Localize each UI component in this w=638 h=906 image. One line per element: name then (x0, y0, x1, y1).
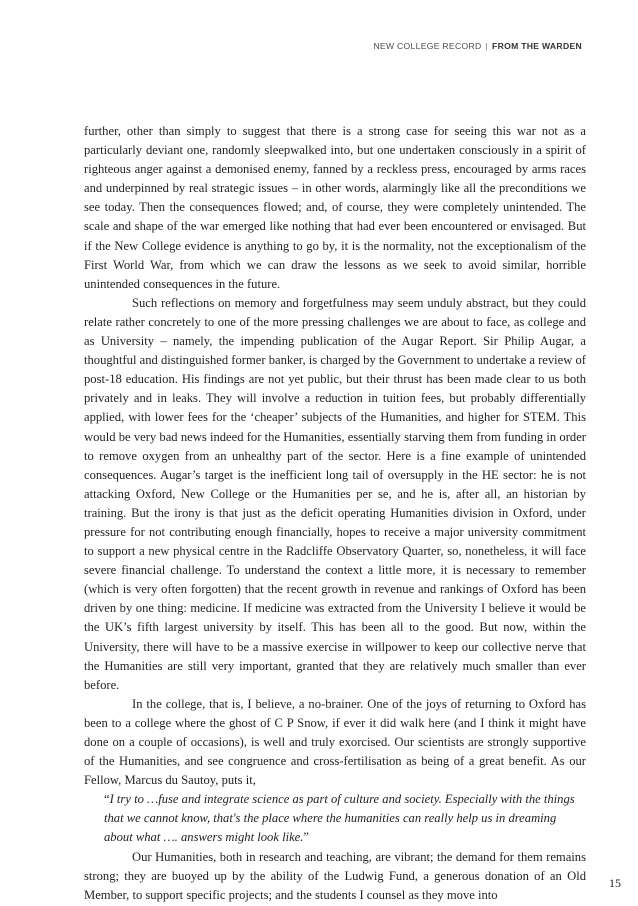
page-number: 15 (609, 876, 621, 890)
header-separator: | (485, 41, 489, 51)
article-body (84, 122, 586, 905)
paragraph-2: Such reflections on memory and forgetfulness may seem unduly abstract, but they could relate rather concretely to one of the more pressing challenges we are about to face, as college and as University – namely, the impending publication of the Augar Report. Sir Philip Augar, a thoughtful and distinguished former banker, is charged by the Government to undertake a review of post-18 education. His findings are not yet public, but their thrust has been made clear to us both privately and in leaks. They will involve a reduction in tuition fees, but probably differentially applied, with lower fees for the ‘cheaper’ subjects of the Humanities, and higher for STEM. This would be very bad news indeed for the Humanities, essentially starving them from funding in order to remove oxygen from an unhealthy part of the sector. Here is a fine example of unintended consequences. Augar’s target is the inefficient long tail of oversupply in the HE sector: he is not attacking Oxford, New College or the Humanities per se, and he is, after all, an historian by training. But the irony is that just as the deficit operating Humanities division in Oxford, under pressure for not contributing enough financially, hopes to receive a major university commitment to support a new physical centre in the Radcliffe Observatory Quarter, so, nonetheless, it will face severe financial challenge. To understand the context a little more, it is necessary to remember (which is very often forgotten) that the recent growth in revenue and rankings of Oxford has been driven by one thing: medicine. If medicine was extracted from the University I believe it would be the UK’s fifth largest university by itself. This has been all to the good. But now, within the University, there will have to be a massive exercise in willpower to keep our collective nerve that the Humanities are still very important, granted that they are relatively much smaller than ever before. (84, 295, 586, 692)
publication-title: NEW COLLEGE RECORD (373, 41, 482, 51)
quote-open-mark: “ (104, 792, 110, 807)
paragraph-3: In the college, that is, I believe, a no-brainer. One of the joys of returning to Oxford has been to a college where the ghost of C P Snow, if ever it did walk here (and I think it might have done on a couple of occasions), is well and truly exorcised. Our scientists are strongly supportive of the Humanities, and see congruence and cross-fertilisation as being of a great benefit. As our Fellow, Marcus du Sautoy, puts it, (84, 696, 586, 788)
running-header (373, 41, 582, 51)
paragraph-1: further, other than simply to suggest that there is a strong case for seeing this war not as a particularly deviant one, randomly sleepwalked into, but one undertaken consciously in a spirit of righteous anger against a demonised enemy, fanned by a reckless press, encouraged by arms races and underpinned by real strategic issues – in other words, alarmingly like all the preconditions we see today. Then the consequences flowed; and, of course, they were completely unintended. The scale and shape of the war emerged like nothing that had ever been encountered or envisaged. But if the New College evidence is anything to go by, it is the normality, not the exceptionalism of the First World War, from which we can draw the lessons as we seek to avoid similar, horrible unintended consequences in the future. (84, 124, 586, 291)
paragraph-4: Our Humanities, both in research and teaching, are vibrant; the demand for them remains strong; they are buoyed up by the ability of the Ludwig Fund, a generous donation of an Old Member, to support specific projects; and the students I counsel as they move into (84, 849, 586, 902)
block-quote (84, 790, 586, 847)
quote-text: I try to …fuse and integrate science as part of culture and society. Especially with the things that we cannot know, that's the place where the humanities can really help us in dreaming about what …. answers might look like. (104, 792, 575, 845)
quote-close-mark: ” (303, 830, 309, 845)
section-title: FROM THE WARDEN (492, 41, 582, 51)
